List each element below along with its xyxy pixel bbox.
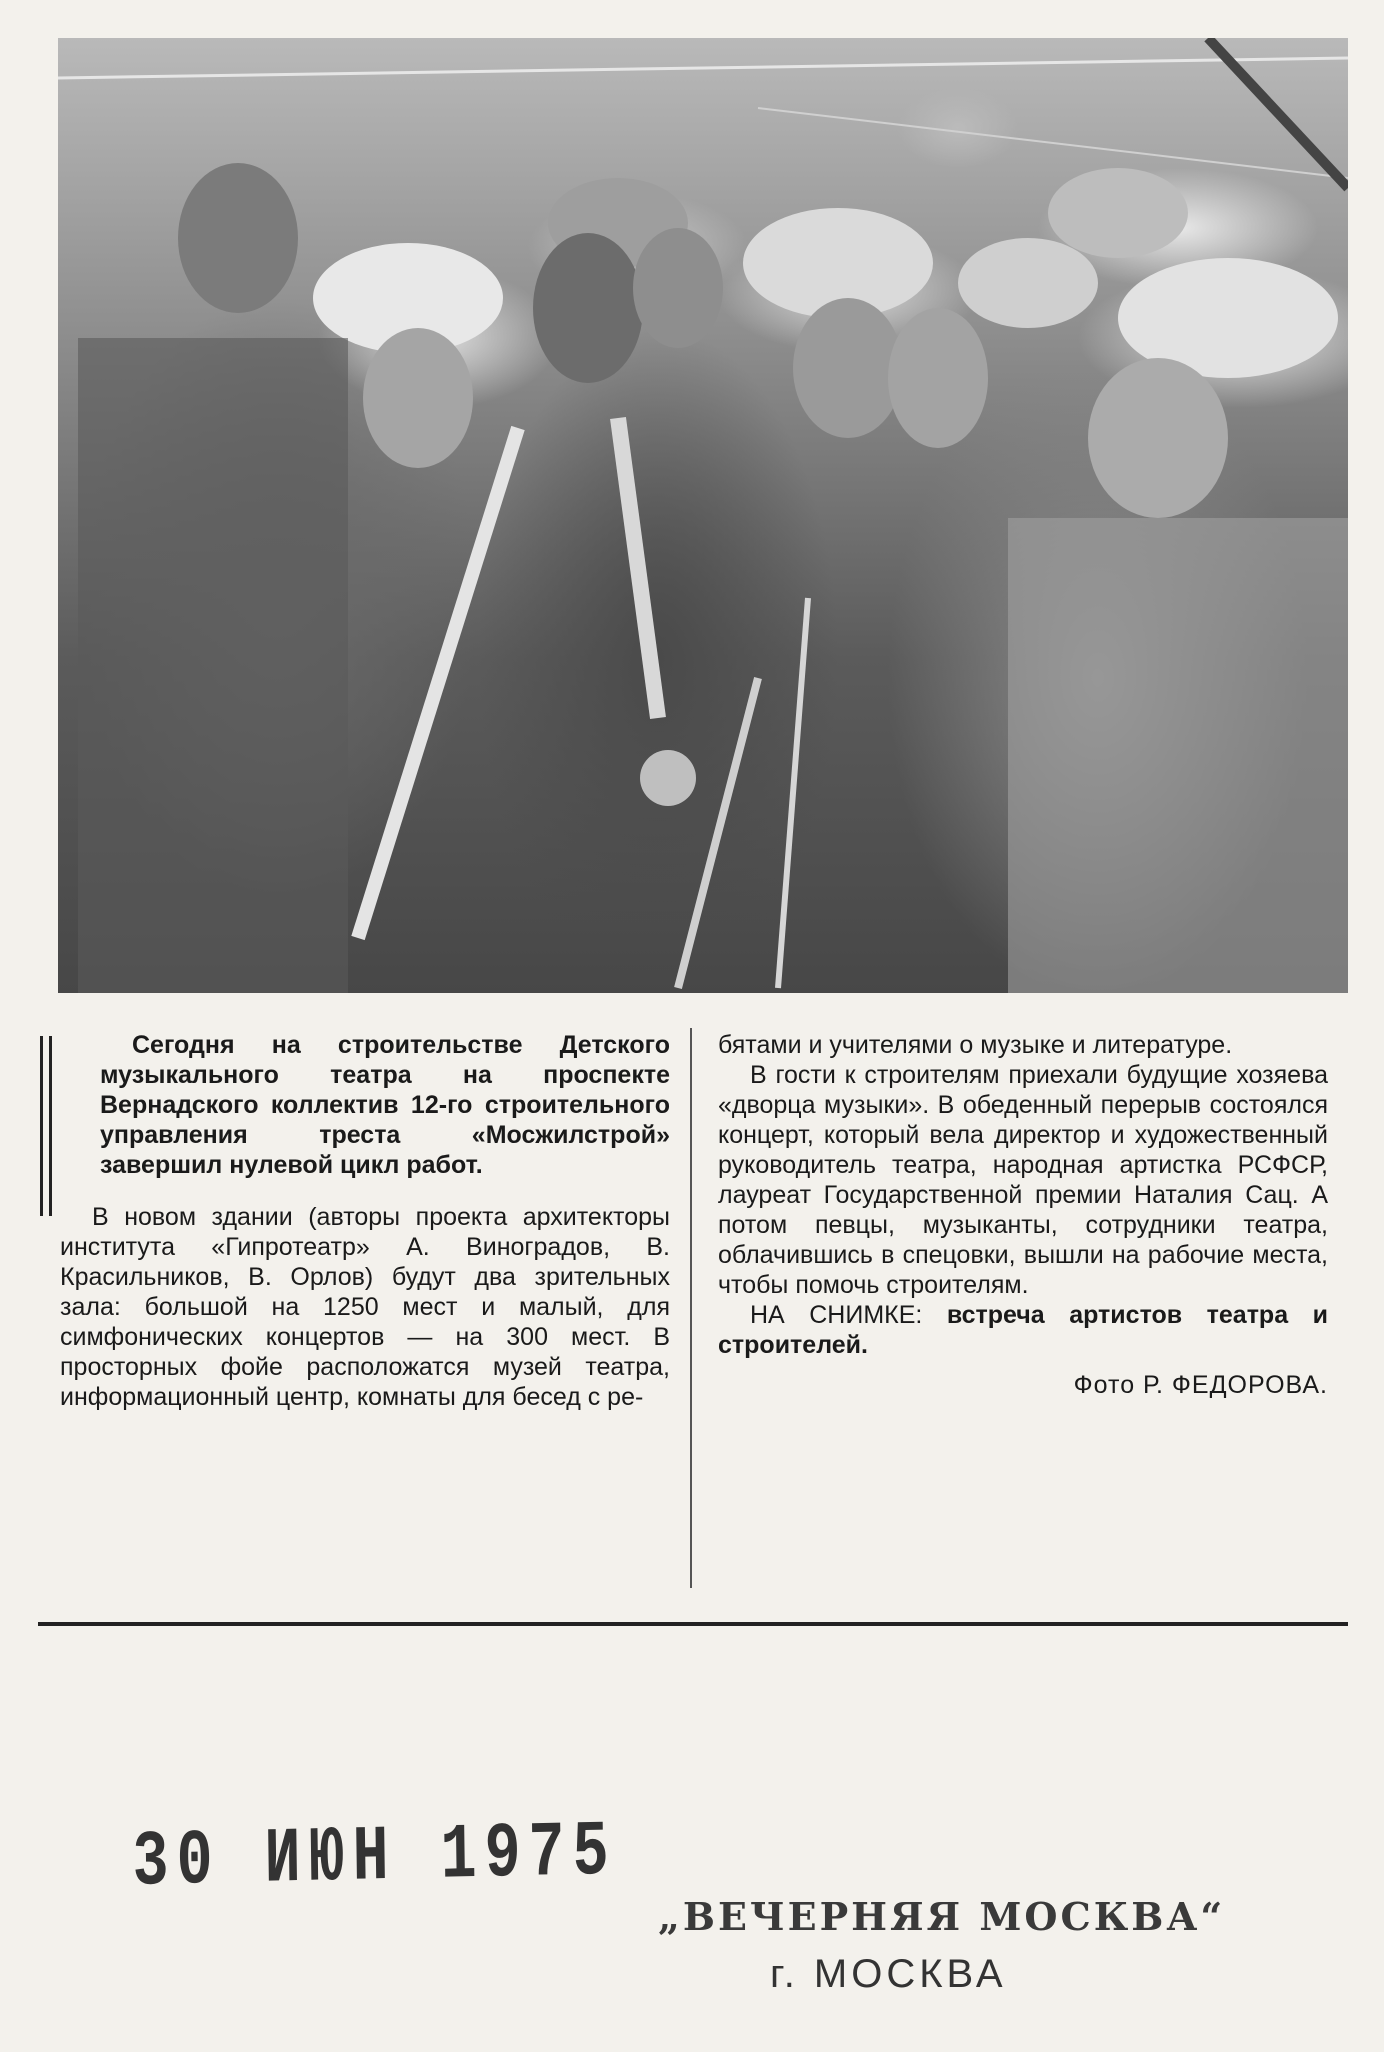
- publication-stamp: „ВЕЧЕРНЯЯ МОСКВА“: [658, 1894, 1226, 1939]
- article-lead: Сегодня на строительстве Детского музыкального театра на проспекте Вернадского коллектив 12-го строительного управления треста «Мосжилстрой» завершил нулевой цикл работ.: [100, 1031, 670, 1179]
- article-photo: [58, 38, 1348, 993]
- article-column-right: [718, 1030, 1328, 1400]
- article-body-right: В гости к строителям приехали будущие хозяева «дворца музыки». В обеденный перерыв состоялся концерт, который вела директор и художественный руководитель театра, народная артистка РСФСР, лауреат Государственной премии Наталия Сац. А потом певцы, музыканты, сотрудники театра, облачившись в спецовки, вышли на рабочие места, чтобы помочь строителям.: [718, 1061, 1328, 1299]
- photo-caption: [718, 1300, 1328, 1360]
- article-body-left: В новом здании (авторы проекта архитекторы института «Гипротеатр» А. Виноградов, В. Красильников, В. Орлов) будут два зрительных зала: большой на 1250 мест и малый, для симфонических концертов — на 300 мест. В просторных фойе расположатся музей театра, информационный центр, комнаты для бесед с ре-: [60, 1203, 670, 1411]
- article-text: [40, 1010, 1344, 1610]
- lead-marker: [40, 1036, 52, 1216]
- article-column-left: [60, 1030, 670, 1412]
- article-body-continuation: бятами и учителями о музыке и литературе.: [718, 1031, 1233, 1059]
- city-stamp: г. МОСКВА: [770, 1952, 1007, 1996]
- date-stamp: 30 ИЮН 1975: [132, 1809, 618, 1909]
- caption-prefix: НА СНИМКЕ:: [750, 1301, 923, 1329]
- caption-text: встреча артистов театра и строителей.: [718, 1301, 1328, 1359]
- photo-credit: Фото Р. ФЕДОРОВА.: [1073, 1371, 1328, 1399]
- bottom-rule: [38, 1622, 1348, 1626]
- column-divider: [690, 1028, 692, 1588]
- photo-illustration: [58, 38, 1348, 993]
